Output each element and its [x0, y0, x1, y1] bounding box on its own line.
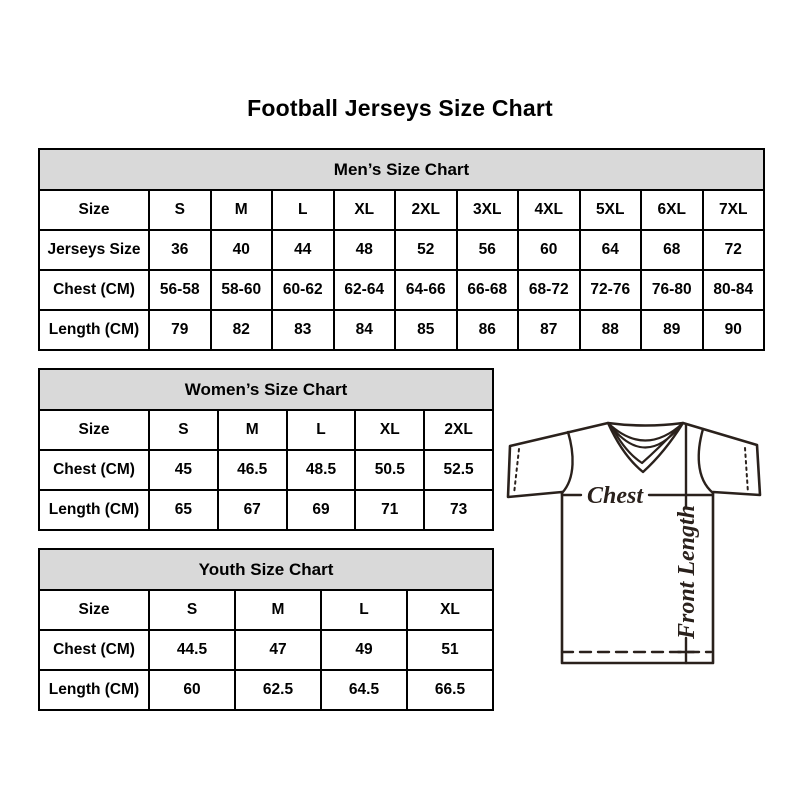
youth-title-row [39, 549, 493, 590]
youth-row-label: Length (CM) [39, 670, 149, 710]
jersey-sleeve-seam-left [562, 432, 573, 493]
women-cell: 73 [424, 490, 493, 530]
women-size-header: Size [39, 410, 149, 450]
men-cell: 87 [518, 310, 580, 350]
men-column-header: XL [334, 190, 396, 230]
men-cell: 76-80 [641, 270, 703, 310]
women-cell: 50.5 [355, 450, 424, 490]
youth-cell: 62.5 [235, 670, 321, 710]
men-cell: 52 [395, 230, 457, 270]
women-row-label: Chest (CM) [39, 450, 149, 490]
men-column-header: 4XL [518, 190, 580, 230]
men-cell: 64-66 [395, 270, 457, 310]
men-cell: 62-64 [334, 270, 396, 310]
women-cell: 46.5 [218, 450, 287, 490]
men-cell: 60 [518, 230, 580, 270]
women-table-row [39, 490, 493, 530]
men-cell: 90 [703, 310, 765, 350]
youth-table-row [39, 670, 493, 710]
men-cell: 89 [641, 310, 703, 350]
men-size-header: Size [39, 190, 149, 230]
women-table-row [39, 450, 493, 490]
men-cell: 83 [272, 310, 334, 350]
men-cell: 68 [641, 230, 703, 270]
men-cell: 66-68 [457, 270, 519, 310]
women-header-row [39, 410, 493, 450]
men-cell: 79 [149, 310, 211, 350]
womens-size-table [38, 368, 494, 531]
women-table-title: Women’s Size Chart [39, 369, 493, 410]
women-cell: 69 [287, 490, 356, 530]
men-cell: 80-84 [703, 270, 765, 310]
page-title: Football Jerseys Size Chart [247, 95, 553, 121]
men-column-header: 2XL [395, 190, 457, 230]
jersey-cuff-stitch-right [745, 448, 748, 493]
women-column-header: L [287, 410, 356, 450]
youth-cell: 66.5 [407, 670, 493, 710]
women-title-row [39, 369, 493, 410]
chest-measure-label: Chest [586, 483, 644, 509]
men-column-header: 3XL [457, 190, 519, 230]
men-column-header: L [272, 190, 334, 230]
men-cell: 58-60 [211, 270, 273, 310]
youth-column-header: XL [407, 590, 493, 630]
men-cell: 40 [211, 230, 273, 270]
youth-cell: 60 [149, 670, 235, 710]
men-row-label: Chest (CM) [39, 270, 149, 310]
women-column-header: XL [355, 410, 424, 450]
men-table-title: Men’s Size Chart [39, 149, 764, 190]
women-cell: 65 [149, 490, 218, 530]
jersey-diagram [505, 400, 775, 680]
men-cell: 68-72 [518, 270, 580, 310]
men-cell: 84 [334, 310, 396, 350]
women-column-header: S [149, 410, 218, 450]
women-column-header: 2XL [424, 410, 493, 450]
youth-cell: 51 [407, 630, 493, 670]
women-cell: 67 [218, 490, 287, 530]
youth-size-header: Size [39, 590, 149, 630]
youth-cell: 64.5 [321, 670, 407, 710]
jersey-cuff-stitch-left [514, 449, 519, 494]
youth-header-row [39, 590, 493, 630]
men-cell: 48 [334, 230, 396, 270]
men-header-row [39, 190, 764, 230]
men-column-header: S [149, 190, 211, 230]
men-cell: 72 [703, 230, 765, 270]
men-title-row [39, 149, 764, 190]
youth-cell: 49 [321, 630, 407, 670]
men-cell: 60-62 [272, 270, 334, 310]
youth-size-table [38, 548, 494, 711]
men-cell: 36 [149, 230, 211, 270]
men-row-label: Length (CM) [39, 310, 149, 350]
youth-column-header: M [235, 590, 321, 630]
men-column-header: 6XL [641, 190, 703, 230]
men-cell: 44 [272, 230, 334, 270]
men-cell: 56 [457, 230, 519, 270]
men-cell: 64 [580, 230, 642, 270]
youth-table-row [39, 630, 493, 670]
women-cell: 71 [355, 490, 424, 530]
men-table-row [39, 270, 764, 310]
men-cell: 88 [580, 310, 642, 350]
men-cell: 82 [211, 310, 273, 350]
youth-column-header: L [321, 590, 407, 630]
men-column-header: 5XL [580, 190, 642, 230]
men-cell: 86 [457, 310, 519, 350]
women-cell: 52.5 [424, 450, 493, 490]
women-row-label: Length (CM) [39, 490, 149, 530]
men-cell: 85 [395, 310, 457, 350]
women-cell: 48.5 [287, 450, 356, 490]
youth-column-header: S [149, 590, 235, 630]
men-row-label: Jerseys Size [39, 230, 149, 270]
youth-cell: 44.5 [149, 630, 235, 670]
youth-table-title: Youth Size Chart [39, 549, 493, 590]
men-cell: 56-58 [149, 270, 211, 310]
women-cell: 45 [149, 450, 218, 490]
men-column-header: M [211, 190, 273, 230]
men-cell: 72-76 [580, 270, 642, 310]
men-table-row [39, 310, 764, 350]
youth-row-label: Chest (CM) [39, 630, 149, 670]
women-column-header: M [218, 410, 287, 450]
men-table-row [39, 230, 764, 270]
jersey-sleeve-seam-right [699, 429, 713, 493]
youth-cell: 47 [235, 630, 321, 670]
mens-size-table [38, 148, 765, 351]
front-length-measure-label: Front Length [674, 504, 700, 640]
men-column-header: 7XL [703, 190, 765, 230]
jersey-outline-icon [508, 423, 760, 663]
